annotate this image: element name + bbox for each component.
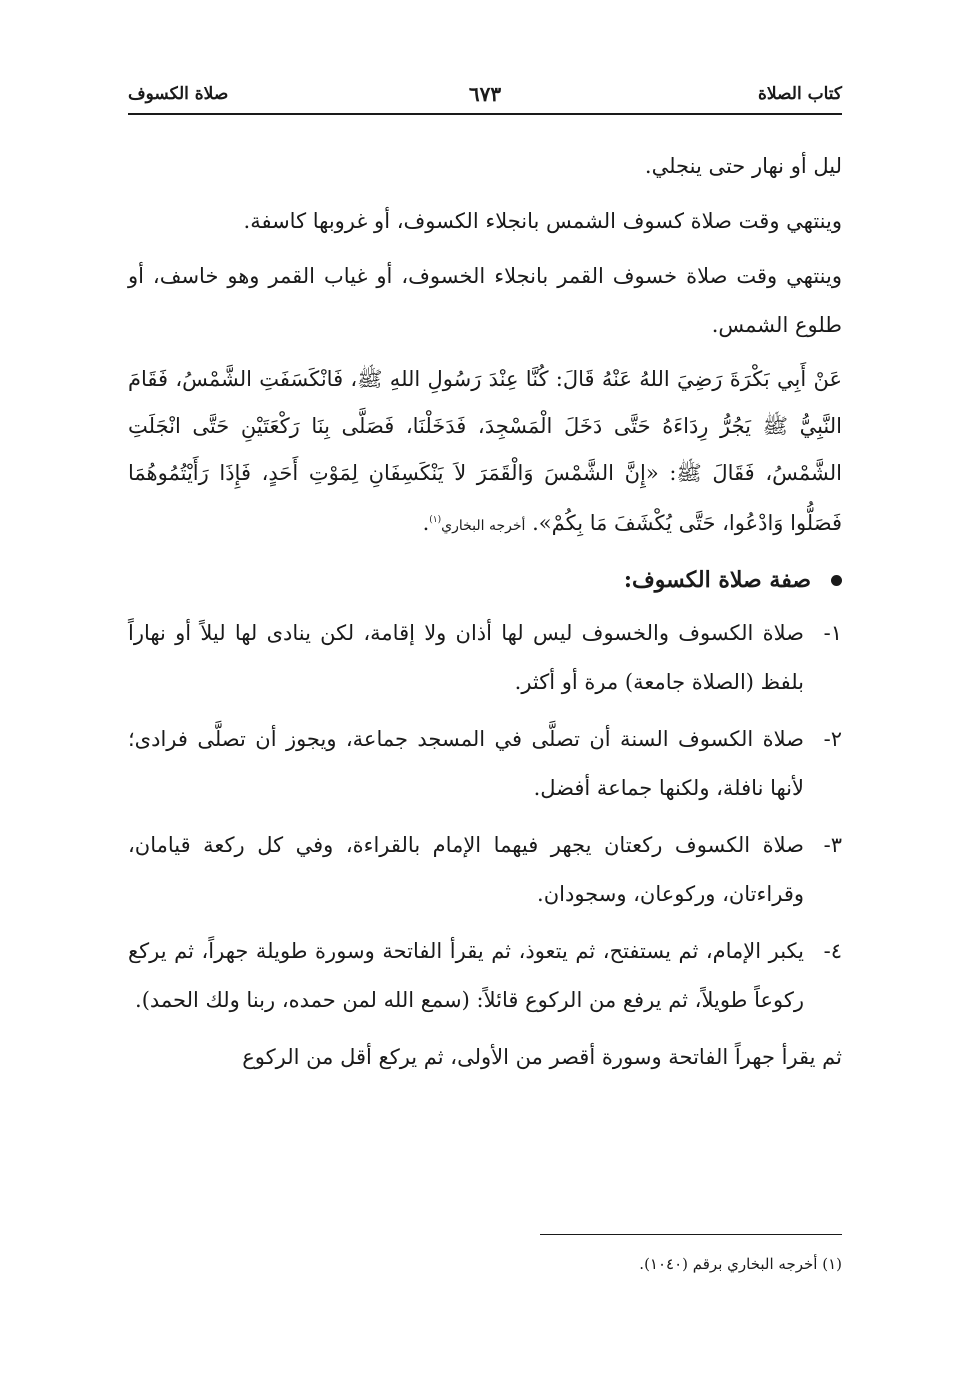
- paragraph-moon-eclipse-end: وينتهي وقت صلاة خسوف القمر بانجلاء الخسوف، أو غياب القمر وهو خاسف، أو طلوع الشمس.: [128, 264, 842, 337]
- list-item: [128, 609, 842, 707]
- hadith-source: أخرجه البخاري: [441, 518, 526, 534]
- list-item-number: ١-: [823, 621, 842, 645]
- page-content: [128, 142, 842, 1088]
- hadith-text: عَنْ أَبِي بَكْرَةَ رَضِيَ اللهُ عَنْهُ قَالَ: كُنَّا عِنْدَ رَسُولِ اللهِ ﷺ، فَانْكَسَفَتِ الشَّمْسُ، فَقَامَ النَّبِيُّ ﷺ يَجُرُّ رِدَاءَهُ حَتَّى دَخَلَ الْمَسْجِدَ، فَدَخَلْنَا، فَصَلَّى بِنَا رَكْعَتَيْنِ حَتَّى انْجَلَتِ الشَّمْسُ، فَقَالَ ﷺ: «إِنَّ الشَّمْسَ وَالْقَمَرَ لاَ يَنْكَسِفَانِ لِمَوْتِ أَحَدٍ، فَإِذَا رَأَيْتُمُوهُمَا فَصَلُّوا وَادْعُوا، حَتَّى يُكْشَفَ مَا بِكُمْ».: [128, 367, 842, 535]
- paragraph-second-recitation: ثم يقرأ جهراً الفاتحة وسورة أقصر من الأولى، ثم يركع أقل من الركوع: [242, 1045, 842, 1069]
- hadith-paragraph: عَنْ أَبِي بَكْرَةَ رَضِيَ اللهُ عَنْهُ قَالَ: كُنَّا عِنْدَ رَسُولِ اللهِ ﷺ، فَانْكَسَفَتِ الشَّمْسُ، فَقَامَ النَّبِيُّ ﷺ يَجُرُّ رِدَاءَهُ حَتَّى دَخَلَ الْمَسْجِدَ، فَدَخَلْنَا، فَصَلَّى بِنَا رَكْعَتَيْنِ حَتَّى انْجَلَتِ الشَّمْسُ، فَقَالَ ﷺ: «إِنَّ الشَّمْسَ وَالْقَمَرَ لاَ يَنْكَسِفَانِ لِمَوْتِ أَحَدٍ، فَإِذَا رَأَيْتُمُوهُمَا فَصَلُّوا وَادْعُوا، حَتَّى يُكْشَفَ مَا بِكُمْ». أخرجه البخاري$^{(١)}$.: [128, 367, 842, 535]
- page-number: ٦٧٣: [468, 82, 502, 106]
- page-header: [128, 82, 842, 112]
- footnote-marker: (١): [429, 515, 442, 525]
- list-item-number: ٤-: [823, 939, 842, 963]
- book-title: كتاب الصلاة: [757, 84, 842, 104]
- section-heading: [128, 556, 842, 605]
- chapter-title: صلاة الكسوف: [128, 84, 229, 104]
- header-divider: [128, 113, 842, 115]
- list-item: [128, 715, 842, 813]
- footnote-divider: [540, 1234, 842, 1235]
- footnote: (١) أخرجه البخاري برقم (١٠٤٠).: [639, 1255, 842, 1273]
- list-item-number: ٢-: [823, 727, 842, 751]
- list-item-text: صلاة الكسوف والخسوف ليس لها أذان ولا إقامة، لكن ينادى لها ليلاً أو نهاراً بلفظ (الصلاة جامعة) مرة أو أكثر.: [128, 621, 804, 694]
- list-item-text: صلاة الكسوف ركعتان يجهر فيهما الإمام بالقراءة، وفي كل ركعة قيامان، وقراءتان، وركوعان، وسجودان.: [128, 833, 804, 906]
- paragraph-sun-eclipse-end: وينتهي وقت صلاة كسوف الشمس بانجلاء الكسوف، أو غروبها كاسفة.: [243, 209, 842, 233]
- section-heading-text: صفة صلاة الكسوف:: [623, 567, 811, 593]
- paragraph-continuation: ليل أو نهار حتى ينجلي.: [644, 154, 842, 178]
- bullet-icon: [831, 575, 842, 586]
- list-item: [128, 821, 842, 919]
- list-item-text: يكبر الإمام، ثم يستفتح، ثم يتعوذ، ثم يقرأ الفاتحة وسورة طويلة جهراً، ثم يركع ركوعاً طويلاً، ثم يرفع من الركوع قائلاً: (سمع الله لمن حمده، ربنا ولك الحمد).: [128, 939, 804, 1012]
- list-item: [128, 927, 842, 1025]
- list-item-text: صلاة الكسوف السنة أن تصلَّى في المسجد جماعة، ويجوز أن تصلَّى فرادى؛ لأنها نافلة، ولكنها جماعة أفضل.: [128, 727, 804, 800]
- list-item-number: ٣-: [823, 833, 842, 857]
